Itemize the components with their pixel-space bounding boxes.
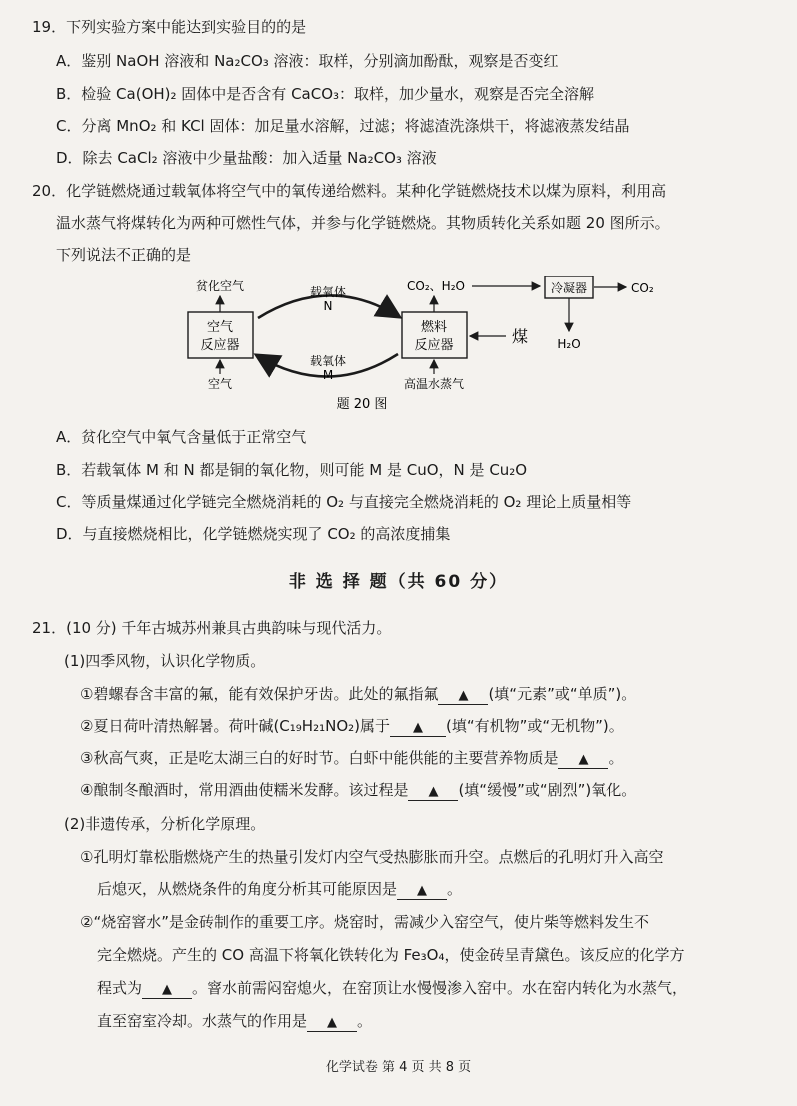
q19-option-b: B．检验 Ca(OH)₂ 固体中是否含有 CaCO₃：取样，加少量水，观察是否完全溶解 xyxy=(56,85,595,103)
q20-stem-line2: 温水蒸气将煤转化为两种可燃性气体，并参与化学链燃烧。其物质转化关系如题 20 图所示。 xyxy=(56,214,670,232)
condenser-label: 冷凝器 xyxy=(550,281,588,295)
h2o-out-label: H₂O xyxy=(557,337,581,351)
q21-j1-line1: ①孔明灯靠松脂燃烧产生的热量引发灯内空气受热膨胀而升空。点燃后的孔明灯升入高空 xyxy=(80,848,664,866)
q20-option-c: C．等质量煤通过化学链完全燃烧消耗的 O₂ 与直接完全燃烧消耗的 O₂ 理论上质量相等 xyxy=(56,493,632,511)
carrier-m-label-2: M xyxy=(322,368,334,382)
q21-item3-end: 。 xyxy=(608,749,624,767)
q21-j2-text3b: 。窨水前需闷窑熄火，在窑顶让水慢慢渗入窑中。水在窑内转化为水蒸气， xyxy=(192,979,688,997)
air-reactor-label-2: 反应器 xyxy=(200,338,240,353)
q21-j2-line3 xyxy=(97,979,687,999)
q21-j2-line4 xyxy=(97,1012,372,1032)
q20-diagram xyxy=(0,276,797,416)
q21-j2-line2: 完全燃烧。产生的 CO 高温下将氧化铁转化为 Fe₃O₄，使金砖呈青黛色。该反应的化学方 xyxy=(97,946,685,964)
q21-item2 xyxy=(80,717,624,737)
q21-item2-text: ②夏日荷叶清热解暑。荷叶碱(C₁₉H₂₁NO₂)属于 xyxy=(80,717,390,735)
q19-option-a: A．鉴别 NaOH 溶液和 Na₂CO₃ 溶液：取样，分别滴加酚酞，观察是否变红 xyxy=(56,52,559,70)
q21-item4 xyxy=(80,781,636,801)
q19-stem: 19．下列实验方案中能达到实验目的的是 xyxy=(32,18,307,36)
q19-option-c: C．分离 MnO₂ 和 KCl 固体：加足量水溶解，过滤；将滤渣洗涤烘干，将滤液蒸发结晶 xyxy=(56,117,630,135)
q21-j1-end: 。 xyxy=(447,880,463,898)
products-label: CO₂、H₂O xyxy=(407,279,465,293)
answer-blank[interactable]: ▲ xyxy=(438,688,488,705)
air-in-label: 空气 xyxy=(207,377,233,391)
answer-blank[interactable]: ▲ xyxy=(142,982,192,999)
q21-item4-text: ④酿制冬酿酒时，常用酒曲使糯米发酵。该过程是 xyxy=(80,781,409,799)
fuel-reactor-label-2: 反应器 xyxy=(414,338,454,353)
q21-j2-text4b: 。 xyxy=(357,1012,373,1030)
air-reactor-label-1: 空气 xyxy=(206,320,234,335)
carrier-n-label-2: N xyxy=(323,299,333,313)
answer-blank[interactable]: ▲ xyxy=(558,752,608,769)
q19-option-d: D．除去 CaCl₂ 溶液中少量盐酸：加入适量 Na₂CO₃ 溶液 xyxy=(56,149,437,167)
q20-stem-line3: 下列说法不正确的是 xyxy=(56,246,192,264)
q21-item1-text: ①碧螺春含丰富的氟，能有效保护牙齿。此处的氟指氟 xyxy=(80,685,439,703)
steam-label: 高温水蒸气 xyxy=(403,377,465,391)
q20-option-a: A．贫化空气中氧气含量低于正常空气 xyxy=(56,428,307,446)
q21-stem: 21．(10 分) 千年古城苏州兼具古典韵味与现代活力。 xyxy=(32,619,392,637)
q21-j2-text4a: 直至窑室冷却。水蒸气的作用是 xyxy=(97,1012,308,1030)
q21-part2: (2)非遗传承，分析化学原理。 xyxy=(64,815,266,833)
carrier-m-label-1: 载氧体 xyxy=(309,354,347,368)
q21-j2-text3a: 程式为 xyxy=(97,979,143,997)
q21-item3-text: ③秋高气爽，正是吃太湖三白的好时节。白虾中能供能的主要营养物质是 xyxy=(80,749,559,767)
q21-item3 xyxy=(80,749,623,769)
diagram-caption: 题 20 图 xyxy=(336,397,388,412)
q20-option-b: B．若载氧体 M 和 N 都是铜的氧化物，则可能 M 是 CuO，N 是 Cu₂O xyxy=(56,461,528,479)
q21-j2-line1: ②“烧窑窨水”是金砖制作的重要工序。烧窑时，需减少入窑空气，使片柴等燃料发生不 xyxy=(80,913,649,931)
q21-j1-text: 后熄灭，从燃烧条件的角度分析其可能原因是 xyxy=(97,880,398,898)
page-footer: 化学试卷 第 4 页 共 8 页 xyxy=(325,1060,472,1075)
q21-j1-line2 xyxy=(97,880,462,900)
answer-blank[interactable]: ▲ xyxy=(390,720,446,737)
q21-item4-hint: (填“缓慢”或“剧烈”)氧化。 xyxy=(458,781,637,799)
fuel-reactor-label-1: 燃料 xyxy=(420,320,448,335)
q20-option-d: D．与直接燃烧相比，化学链燃烧实现了 CO₂ 的高浓度捕集 xyxy=(56,525,451,543)
section-title: 非 选 择 题（共 60 分） xyxy=(288,572,509,592)
answer-blank[interactable]: ▲ xyxy=(307,1015,357,1032)
q21-item1-hint: (填“元素”或“单质”)。 xyxy=(488,685,637,703)
poor-air-label: 贫化空气 xyxy=(195,279,245,293)
q20-stem-line1: 20．化学链燃烧通过载氧体将空气中的氧传递给燃料。某种化学链燃烧技术以煤为原料，利用高 xyxy=(32,182,667,200)
q21-part1: (1)四季风物，认识化学物质。 xyxy=(64,652,266,670)
carrier-n-label-1: 载氧体 xyxy=(309,285,347,299)
q21-item2-hint: (填“有机物”或“无机物”)。 xyxy=(446,717,624,735)
co2-out-label: CO₂ xyxy=(631,281,654,295)
q21-item1 xyxy=(80,685,636,705)
answer-blank[interactable]: ▲ xyxy=(408,784,458,801)
answer-blank[interactable]: ▲ xyxy=(397,883,447,900)
coal-label: 煤 xyxy=(512,327,529,346)
